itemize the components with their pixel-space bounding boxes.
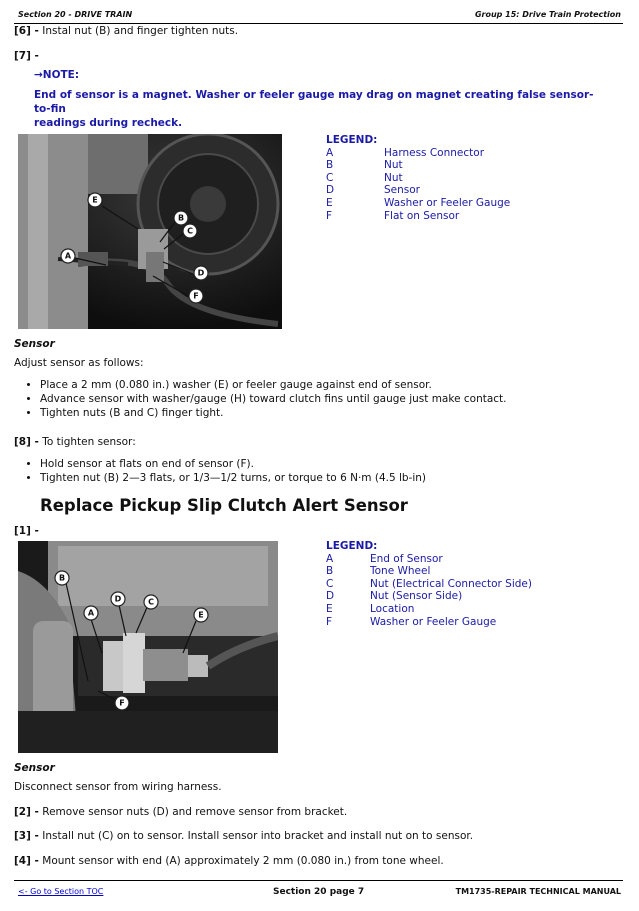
legend-2 <box>326 540 616 628</box>
svg-text:A: A <box>87 608 95 618</box>
step-8 <box>14 436 136 449</box>
note-line: readings during recheck. <box>34 117 183 129</box>
legend-row: E Washer or Feeler Gauge <box>326 196 511 209</box>
step-3 <box>14 830 473 843</box>
step-number: [8] - <box>14 436 39 448</box>
legend-row: D Sensor <box>326 184 420 197</box>
legend-title: LEGEND: <box>326 540 378 552</box>
step-4 <box>14 855 444 868</box>
callout-b <box>174 211 188 225</box>
step-text: Remove sensor nuts (D) and remove sensor from bracket. <box>42 806 348 818</box>
legend-row: D Nut (Sensor Side) <box>326 590 463 603</box>
svg-text:D: D <box>197 268 205 278</box>
legend-row: F Washer or Feeler Gauge <box>326 615 497 628</box>
callout-c <box>144 595 158 609</box>
list-item: • Advance sensor with washer/gauge (H) toward clutch fins until gauge just make contact. <box>40 392 614 406</box>
group-title: Group 15: Drive Train Protection <box>474 10 621 19</box>
step-number: [4] - <box>14 855 39 867</box>
step-number: [3] - <box>14 830 39 842</box>
svg-text:F: F <box>119 698 125 708</box>
svg-text:D: D <box>114 594 122 604</box>
step-text: Instal nut (B) and finger tighten nuts. <box>42 25 239 37</box>
step-7-number: [7] - <box>14 50 39 62</box>
svg-text:A: A <box>64 251 72 261</box>
svg-text:E: E <box>92 195 98 205</box>
legend-row: F Flat on Sensor <box>326 209 460 222</box>
adjust-intro: Adjust sensor as follows: <box>14 357 144 369</box>
tighten-list <box>14 457 614 485</box>
svg-text:B: B <box>177 213 185 223</box>
callout-d <box>111 592 125 606</box>
note-line: End of sensor is a magnet. Washer or feeler gauge may drag on magnet creating false sensor-to-fin <box>34 89 594 115</box>
manual-title: TM1735-REPAIR TECHNICAL MANUAL <box>455 887 621 896</box>
step-number: [6] - <box>14 25 39 37</box>
list-item: • Hold sensor at flats on end of sensor (F). <box>40 457 614 471</box>
legend-row: A Harness Connector <box>326 146 485 159</box>
svg-text:B: B <box>58 573 66 583</box>
step-text: Mount sensor with end (A) approximately 2 mm (0.080 in.) from tone wheel. <box>42 855 444 867</box>
callouts-2 <box>18 541 278 753</box>
callout-b <box>55 571 69 585</box>
page-number: Section 20 page 7 <box>273 887 365 897</box>
callout-a <box>61 249 75 263</box>
svg-text:C: C <box>148 597 154 607</box>
callout-c <box>183 224 197 238</box>
note-label: →NOTE: <box>34 69 80 81</box>
svg-text:C: C <box>187 226 193 236</box>
sensor-photo-2 <box>18 541 278 753</box>
legend-row: C Nut <box>326 171 403 184</box>
step-text: To tighten sensor: <box>42 436 136 448</box>
figure-caption: Sensor <box>14 762 55 774</box>
step-2 <box>14 806 347 819</box>
page-header <box>14 6 623 24</box>
svg-text:E: E <box>198 610 204 620</box>
step-6 <box>14 25 238 38</box>
callouts-1 <box>18 134 282 329</box>
legend-row: E Location <box>326 602 415 615</box>
callout-e <box>88 193 102 207</box>
sensor-photo-1 <box>18 134 282 329</box>
step-text: Install nut (C) on to sensor. Install sensor into bracket and install nut on to sensor. <box>42 830 474 842</box>
legend-1 <box>326 134 606 222</box>
legend-row: C Nut (Electrical Connector Side) <box>326 577 532 590</box>
list-item: • Tighten nut (B) 2—3 flats, or 1/3—1/2 turns, or torque to 6 N·m (4.5 lb-in) <box>40 471 614 485</box>
adjust-list <box>14 378 614 420</box>
legend-row: B Tone Wheel <box>326 565 431 578</box>
svg-text:F: F <box>193 291 199 301</box>
note-text <box>34 88 594 130</box>
toc-link[interactable]: <- Go to Section TOC <box>18 887 104 896</box>
list-item: • Place a 2 mm (0.080 in.) washer (E) or feeler gauge against end of sensor. <box>40 378 614 392</box>
section-heading: Replace Pickup Slip Clutch Alert Sensor <box>40 496 408 515</box>
figure-caption: Sensor <box>14 338 55 350</box>
section-title: Section 20 - DRIVE TRAIN <box>18 10 133 19</box>
page-footer <box>14 880 623 901</box>
callout-f <box>189 289 203 303</box>
step-number: [2] - <box>14 806 39 818</box>
callout-d <box>194 266 208 280</box>
step-1-number: [1] - <box>14 525 39 537</box>
legend-row: A End of Sensor <box>326 552 443 565</box>
callout-e <box>194 608 208 622</box>
list-item: • Tighten nuts (B and C) finger tight. <box>40 406 614 420</box>
callout-a <box>84 606 98 620</box>
legend-row: B Nut <box>326 159 403 172</box>
legend-title: LEGEND: <box>326 134 378 146</box>
disconnect-text: Disconnect sensor from wiring harness. <box>14 781 222 793</box>
callout-f <box>115 696 129 710</box>
